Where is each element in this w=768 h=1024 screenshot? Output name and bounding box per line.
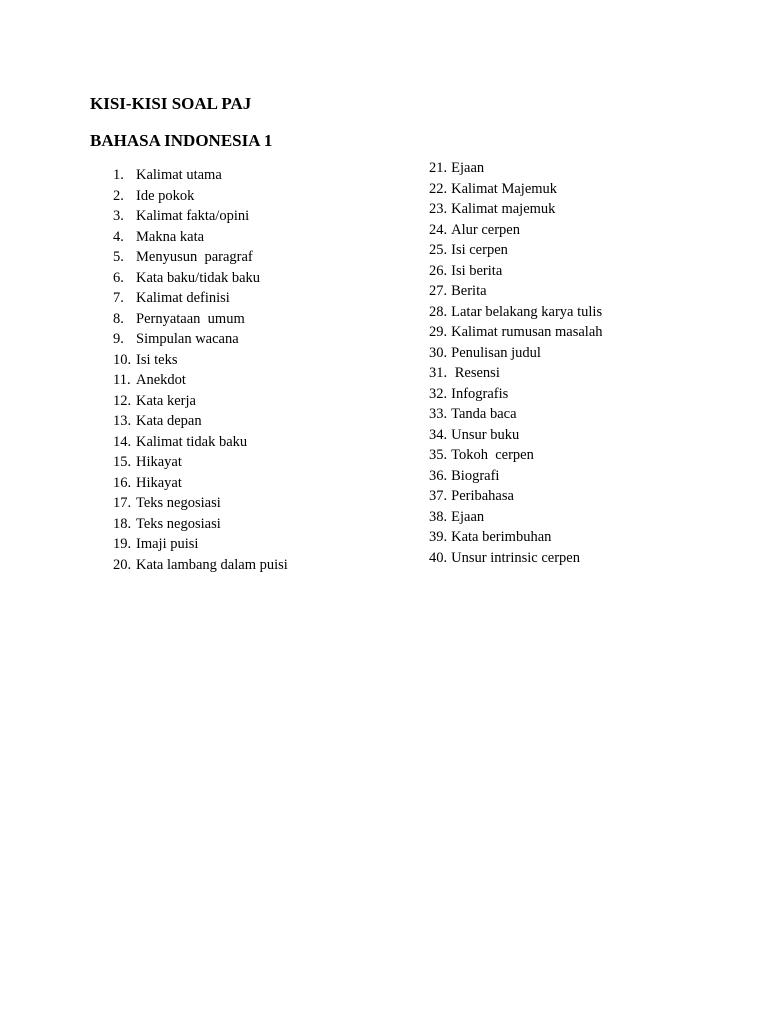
list-item bbox=[113, 534, 413, 555]
list-item-text: Menyusun paragraf bbox=[136, 249, 253, 265]
list-item-text: Isi teks bbox=[136, 351, 178, 368]
list-item-number: 31. bbox=[429, 365, 448, 381]
list-item-text: Ejaan bbox=[451, 160, 485, 176]
list-item-number: 23. bbox=[429, 201, 448, 217]
list-item bbox=[113, 555, 413, 576]
list-item-text: Resensi bbox=[451, 365, 500, 381]
list-item bbox=[429, 158, 749, 179]
list-item-number: 2. bbox=[113, 187, 124, 204]
list-item bbox=[113, 247, 413, 268]
list-item-number: 33. bbox=[429, 406, 448, 422]
list-item-number: 28. bbox=[429, 303, 448, 320]
list-item-text: Isi berita bbox=[451, 262, 503, 279]
list-item-text: Latar belakang karya tulis bbox=[451, 303, 603, 320]
list-item-text: Hikayat bbox=[136, 474, 182, 491]
list-item-text: Isi cerpen bbox=[451, 242, 508, 258]
list-item bbox=[113, 288, 413, 309]
list-item bbox=[113, 514, 413, 535]
list-item-number: 40. bbox=[429, 549, 448, 566]
list-item bbox=[429, 486, 749, 507]
list-item-text: Teks negosiasi bbox=[136, 495, 221, 511]
list-item-number: 21. bbox=[429, 160, 448, 176]
list-item bbox=[429, 240, 749, 261]
list-item-text: Kalimat majemuk bbox=[451, 201, 556, 217]
list-item-number: 29. bbox=[429, 324, 448, 340]
list-item bbox=[113, 493, 413, 514]
list-item-text: Kata baku/tidak baku bbox=[136, 269, 261, 286]
list-item-text: Pernyataan umum bbox=[136, 310, 245, 327]
list-item-text: Biografi bbox=[451, 467, 500, 484]
list-item-text: Ejaan bbox=[451, 508, 485, 525]
list-item-text: Kalimat definisi bbox=[136, 290, 230, 306]
document-subtitle: BAHASA INDONESIA 1 bbox=[90, 131, 273, 150]
list-item-text: Teks negosiasi bbox=[136, 515, 221, 532]
list-item-number: 13. bbox=[113, 413, 132, 429]
list-item-text: Peribahasa bbox=[451, 488, 514, 504]
list-item-text: Kalimat tidak baku bbox=[136, 433, 248, 450]
list-item bbox=[429, 179, 749, 200]
list-item bbox=[113, 473, 413, 494]
list-item-number: 37. bbox=[429, 488, 448, 504]
list-item-number: 9. bbox=[113, 331, 124, 347]
list-item bbox=[113, 432, 413, 453]
list-item-text: Unsur intrinsic cerpen bbox=[451, 549, 580, 566]
topic-list-left bbox=[113, 165, 413, 575]
list-item-number: 24. bbox=[429, 221, 448, 238]
list-item-number: 1. bbox=[113, 167, 124, 183]
list-item bbox=[429, 466, 749, 487]
list-item-number: 6. bbox=[113, 269, 124, 286]
list-item-text: Simpulan wacana bbox=[136, 331, 239, 347]
list-item-number: 17. bbox=[113, 495, 132, 511]
list-item-text: Berita bbox=[451, 283, 487, 299]
list-item bbox=[429, 507, 749, 528]
list-item-number: 11. bbox=[113, 372, 131, 388]
list-item bbox=[429, 322, 749, 343]
list-item-number: 18. bbox=[113, 515, 132, 532]
list-item-text: Kalimat utama bbox=[136, 167, 222, 183]
list-item-number: 22. bbox=[429, 180, 448, 197]
list-item-text: Alur cerpen bbox=[451, 221, 520, 238]
list-item-number: 7. bbox=[113, 290, 124, 306]
list-item-text: Kata lambang dalam puisi bbox=[136, 556, 288, 573]
list-item-text: Ide pokok bbox=[136, 187, 195, 204]
list-item bbox=[429, 199, 749, 220]
list-item bbox=[113, 186, 413, 207]
list-item-number: 3. bbox=[113, 208, 124, 224]
list-item bbox=[429, 425, 749, 446]
list-item-number: 36. bbox=[429, 467, 448, 484]
list-item-text: Makna kata bbox=[136, 228, 205, 245]
list-item bbox=[113, 206, 413, 227]
document-title: KISI-KISI SOAL PAJ bbox=[90, 94, 252, 113]
list-item bbox=[113, 370, 413, 391]
list-item bbox=[429, 302, 749, 323]
list-item bbox=[113, 452, 413, 473]
list-item-number: 20. bbox=[113, 556, 132, 573]
list-item-text: Anekdot bbox=[136, 372, 186, 388]
list-item-number: 32. bbox=[429, 385, 448, 402]
list-item-number: 35. bbox=[429, 447, 448, 463]
list-item-text: Unsur buku bbox=[451, 426, 520, 443]
list-item-text: Kalimat Majemuk bbox=[451, 180, 558, 197]
list-item-number: 19. bbox=[113, 536, 132, 552]
list-item bbox=[113, 227, 413, 248]
list-item bbox=[429, 527, 749, 548]
list-item bbox=[429, 220, 749, 241]
list-item-number: 25. bbox=[429, 242, 448, 258]
list-item bbox=[429, 281, 749, 302]
list-item bbox=[113, 391, 413, 412]
list-item bbox=[113, 329, 413, 350]
list-item-number: 34. bbox=[429, 426, 448, 443]
list-item bbox=[429, 384, 749, 405]
list-item-text: Tanda baca bbox=[451, 406, 517, 422]
list-item-number: 16. bbox=[113, 474, 132, 491]
list-item-number: 15. bbox=[113, 454, 132, 470]
list-item bbox=[429, 404, 749, 425]
list-item bbox=[429, 261, 749, 282]
list-item-text: Kata kerja bbox=[136, 392, 196, 409]
list-item-number: 4. bbox=[113, 228, 124, 245]
list-item-number: 30. bbox=[429, 344, 448, 361]
list-item-number: 10. bbox=[113, 351, 132, 368]
list-item-text: Imaji puisi bbox=[136, 536, 199, 552]
list-item bbox=[429, 548, 749, 569]
list-item-number: 8. bbox=[113, 310, 124, 327]
list-item-number: 14. bbox=[113, 433, 132, 450]
list-item bbox=[113, 411, 413, 432]
list-item-text: Tokoh cerpen bbox=[451, 447, 534, 463]
list-item bbox=[113, 165, 413, 186]
list-item-text: Hikayat bbox=[136, 454, 182, 470]
list-item bbox=[429, 445, 749, 466]
list-item-number: 26. bbox=[429, 262, 448, 279]
list-item bbox=[113, 309, 413, 330]
list-item-number: 39. bbox=[429, 529, 448, 545]
list-item bbox=[429, 363, 749, 384]
topic-list-right bbox=[429, 158, 749, 568]
list-item-text: Penulisan judul bbox=[451, 344, 541, 361]
list-item-text: Kata berimbuhan bbox=[451, 529, 552, 545]
list-item-text: Infografis bbox=[451, 385, 509, 402]
list-item bbox=[113, 350, 413, 371]
list-item-number: 38. bbox=[429, 508, 448, 525]
list-item bbox=[429, 343, 749, 364]
list-item-text: Kata depan bbox=[136, 413, 202, 429]
list-item-number: 27. bbox=[429, 283, 448, 299]
list-item-text: Kalimat fakta/opini bbox=[136, 208, 250, 224]
list-item bbox=[113, 268, 413, 289]
list-item-number: 12. bbox=[113, 392, 132, 409]
list-item-text: Kalimat rumusan masalah bbox=[451, 324, 603, 340]
list-item-number: 5. bbox=[113, 249, 124, 265]
